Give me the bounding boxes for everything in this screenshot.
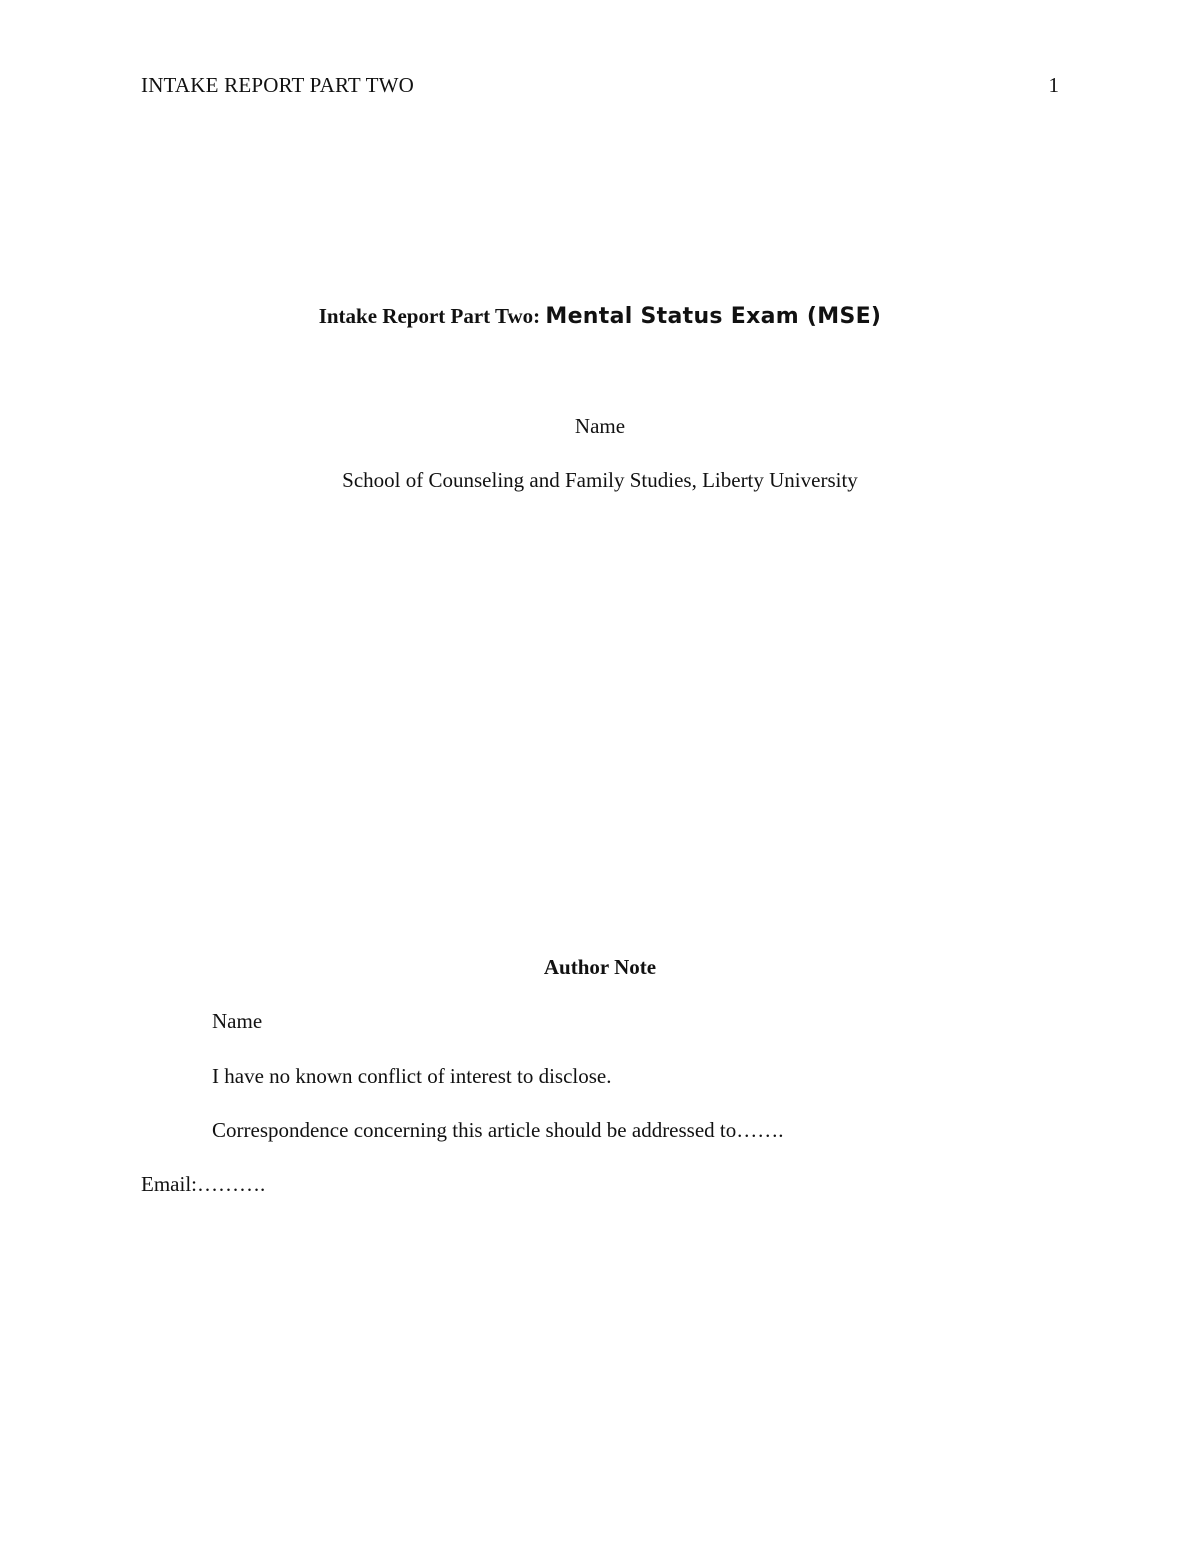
paper-title bbox=[0, 304, 1200, 329]
title-part-sans: Mental Status Exam (MSE) bbox=[545, 304, 882, 329]
author-note-heading: Author Note bbox=[543, 955, 657, 979]
page-number: 1 bbox=[1048, 73, 1059, 97]
author-name: Name bbox=[574, 414, 626, 438]
author-note-email: Email:………. bbox=[141, 1172, 266, 1196]
running-head: INTAKE REPORT PART TWO bbox=[141, 73, 415, 97]
author-note-correspondence: Correspondence concerning this article should be addressed to……. bbox=[212, 1118, 784, 1142]
author-affiliation: School of Counseling and Family Studies, Liberty University bbox=[342, 468, 858, 492]
author-note-name: Name bbox=[212, 1009, 263, 1033]
author-note-conflict: I have no known conflict of interest to disclose. bbox=[212, 1064, 612, 1088]
title-part-serif: Intake Report Part Two: bbox=[318, 304, 546, 328]
